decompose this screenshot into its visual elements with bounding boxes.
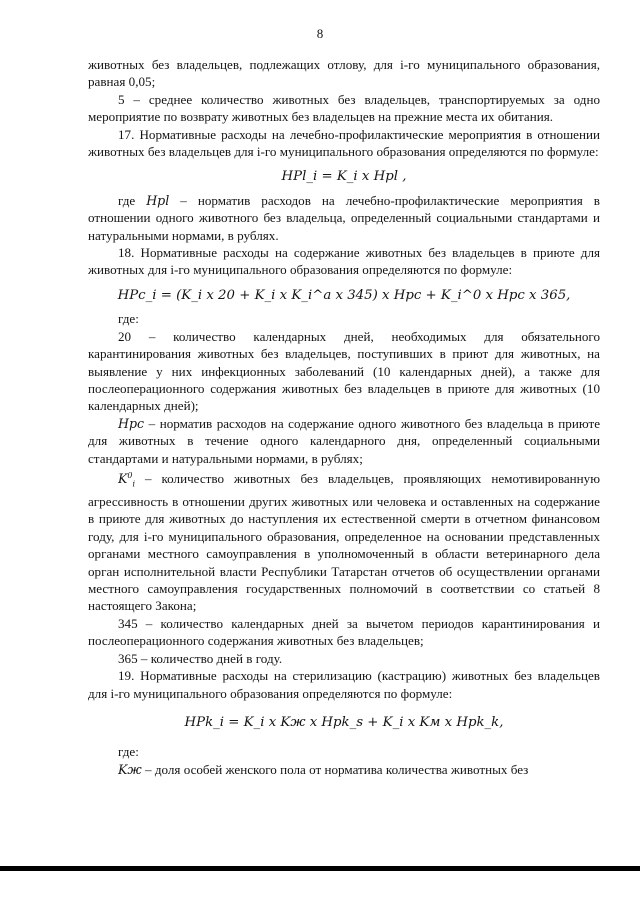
where-label-19: где:	[118, 744, 139, 760]
definition-20: 20 – количество календарных дней, необходимых для обязательного карантинирования животных без владельцев, поступивших в приют для животных, на выявление у них инфекционных заболеваний (10 календарных дней), а также для послеоперационного содержания животных без владельцев в приюте для животных (10 календарных дней);	[88, 328, 600, 414]
formula-hpl-text: HPl_i = K_i x Hpl ,	[281, 169, 407, 185]
definition-345: 345 – количество календарных дней за вычетом периодов карантинирования и послеоперационного содержания животных без владельцев;	[88, 615, 600, 649]
definition-k0	[88, 467, 600, 615]
definition-k0-text: – количество животных без владельцев, проявляющих немотивированную агрессивность в отношении других животных или человека и оставленных на содержание в приюте для животных до наступления их естественной смерти в отчетном финансовом году, для i-го муниципального образования, определенное на основании представленных органами местного самоуправления в уполномоченный в области ветеринарного дела орган исполнительной власти Республики Татарстан отчетов об осуществлении органами местного самоуправления государственных полномочий в соответствии со статьей 8 настоящего Закона;	[88, 471, 600, 614]
paragraph-5: 5 – среднее количество животных без владельцев, транспортируемых за одно мероприятие по возврату животных без владельцев на прежние места их обитания.	[88, 91, 600, 125]
symbol-k0-base: K	[118, 471, 128, 487]
definition-hpl	[88, 192, 600, 244]
scan-bottom-border	[0, 866, 640, 871]
where-label-18: где:	[118, 311, 139, 327]
definition-hpl-text: – норматив расходов на лечебно-профилактические мероприятия в отношении одного животного без владельца, определенный социальными стандартами и натуральными нормами, в рублях.	[88, 192, 600, 243]
paragraph-18: 18. Нормативные расходы на содержание животных без владельцев в приюте для животных для i-го муниципального образования определяются по формуле:	[88, 245, 600, 278]
symbol-k0: $K^0_i$	[118, 470, 136, 489]
definition-kzh	[88, 761, 600, 778]
page-number: 8	[316, 26, 324, 41]
definition-hpc	[88, 415, 600, 467]
symbol-hpc: Hpc	[118, 415, 145, 431]
formula-hpl	[88, 168, 600, 185]
symbol-hpl: Hpl	[146, 192, 170, 208]
paragraph-17: 17. Нормативные расходы на лечебно-профилактические мероприятия в отношении животных без владельцев для i-го муниципального образования определяются по формуле:	[88, 126, 600, 160]
paragraph-19: 19. Нормативные расходы на стерилизацию (кастрацию) животных без владельцев для i-го муниципального образования определяются по формуле:	[88, 668, 600, 701]
formula-hpk	[88, 714, 600, 731]
definition-kzh-text: – доля особей женского пола от норматива количества животных без	[141, 761, 529, 777]
symbol-kzh: Kж	[118, 761, 142, 777]
formula-hpc	[88, 287, 600, 304]
definition-365: 365 – количество дней в году.	[118, 650, 283, 666]
formula-hpk-text: HPk_i = K_i x Kж x Hpk_s + K_i x Kм x Hpk_k,	[184, 714, 504, 730]
paragraph-continuation: животных без владельцев, подлежащих отлову, для i-го муниципального образования, равная 0,05;	[88, 57, 600, 90]
formula-hpc-text: HPc_i = (K_i x 20 + K_i x K_i^a x 345) x Hpc + K_i^0 x Hpc x 365,	[117, 287, 571, 303]
document-body	[88, 56, 600, 778]
where-word: где	[118, 192, 136, 208]
definition-hpc-text: – норматив расходов на содержание одного животного без владельца в приюте для животных в течение одного календарного дня, определенный социальными стандартами и натуральными нормами, в рублях;	[88, 415, 600, 466]
